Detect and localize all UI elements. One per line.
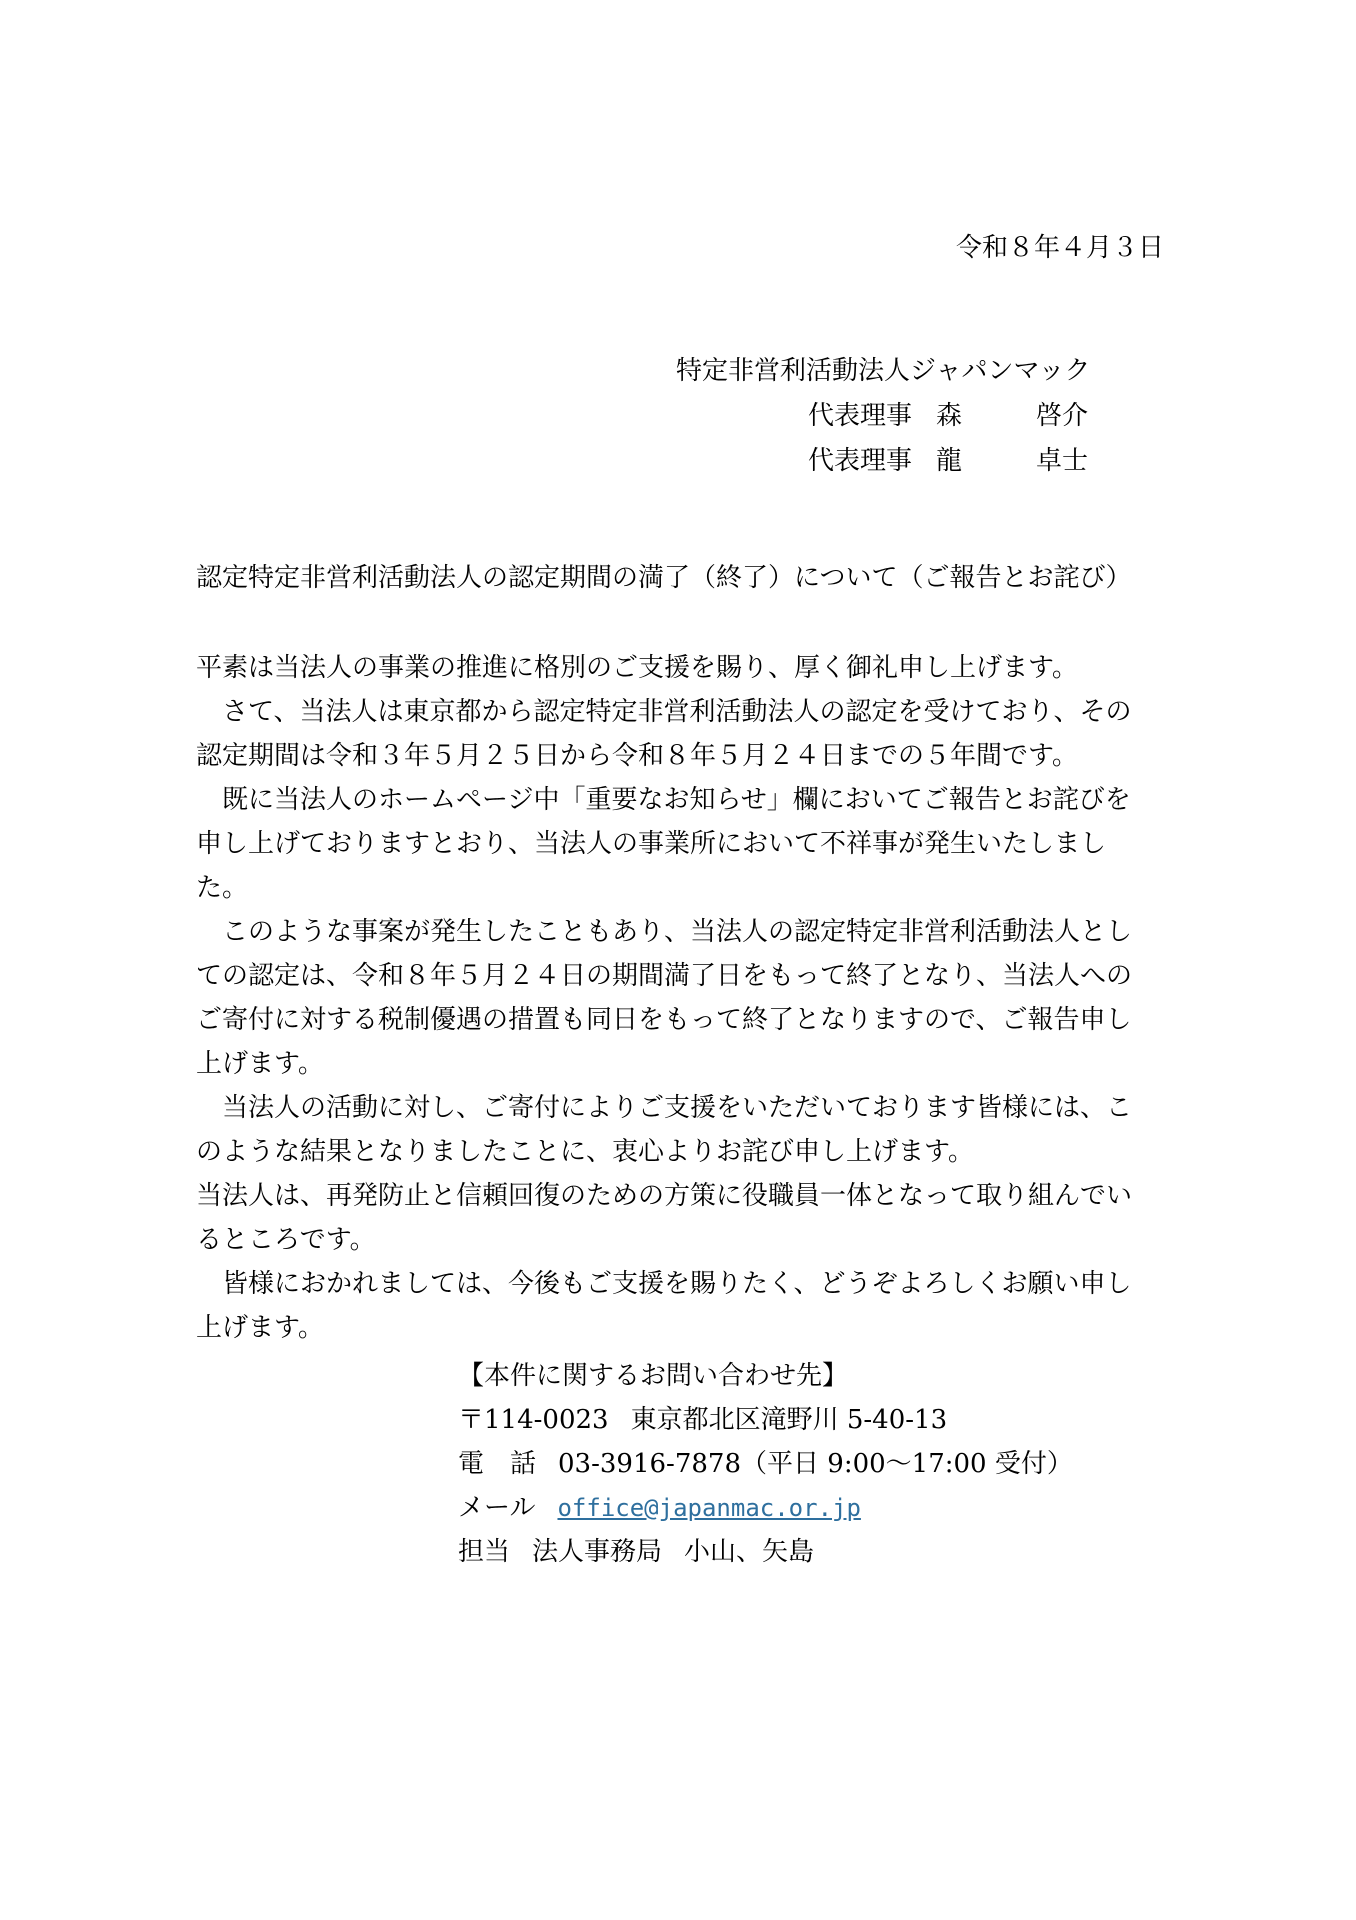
contact-phone-line [458, 1442, 1073, 1486]
representative-given-name: 卓士 [1036, 446, 1089, 476]
body-line: 認定期間は令和３年５月２５日から令和８年５月２４日までの５年間です。 [196, 741, 1078, 771]
sender-organization: 特定非営利活動法人ジャパンマック [676, 356, 1091, 386]
body-line: 皆様におかれましては、今後もご支援を賜りたく、どうぞよろしくお願い申し [196, 1269, 1132, 1299]
body-text [196, 646, 1156, 1350]
body-line: ての認定は、令和８年５月２４日の期間満了日をもって終了となり、当法人への [196, 961, 1133, 991]
address: 東京都北区滝野川 5-40-13 [630, 1405, 948, 1435]
body-line: 平素は当法人の事業の推進に格別のご支援を賜り、厚く御礼申し上げます。 [196, 653, 1078, 683]
body-line: た。 [196, 873, 249, 903]
representative-surname: 森 [936, 401, 963, 431]
email-link[interactable]: office@japanmac.or.jp [557, 1494, 861, 1522]
representative [808, 442, 1088, 480]
staff-label: 担当 [458, 1537, 511, 1567]
body-line: 上げます。 [196, 1313, 324, 1343]
representative-surname: 龍 [936, 446, 963, 476]
body-line: このような事案が発生したこともあり、当法人の認定特定非営利活動法人とし [196, 917, 1133, 947]
representative [808, 397, 1088, 435]
contact-block [458, 1354, 1073, 1574]
phone-number: 03-3916-7878（平日 9:00～17:00 受付） [558, 1449, 1073, 1479]
staff-names: 小山、矢島 [684, 1537, 815, 1567]
body-line: 申し上げておりますとおり、当法人の事業所において不祥事が発生いたしまし [196, 829, 1107, 859]
document-date: 令和８年４月３日 [955, 233, 1164, 263]
mail-label: メール [458, 1493, 536, 1523]
contact-staff-line [458, 1530, 1073, 1574]
contact-heading: 【本件に関するお問い合わせ先】 [458, 1361, 849, 1391]
body-line: ご寄付に対する税制優遇の措置も同日をもって終了となりますので、ご報告申し [196, 1005, 1132, 1035]
representative-given-name: 啓介 [1036, 401, 1089, 431]
contact-address-line [458, 1398, 1073, 1442]
document-subject: 認定特定非営利活動法人の認定期間の満了（終了）について（ご報告とお詫び） [196, 563, 1132, 593]
contact-mail-line [458, 1486, 1073, 1530]
body-line: 既に当法人のホームページ中「重要なお知らせ」欄においてご報告とお詫びを [196, 785, 1131, 815]
body-line: るところです。 [196, 1225, 376, 1255]
department: 法人事務局 [532, 1537, 663, 1567]
body-line: 当法人は、再発防止と信頼回復のための方策に役職員一体となって取り組んでい [196, 1181, 1133, 1211]
representative-role: 代表理事 [808, 446, 913, 476]
body-line: さて、当法人は東京都から認定特定非営利活動法人の認定を受けており、その [196, 697, 1132, 727]
phone-label: 電 話 [458, 1449, 537, 1479]
representative-role: 代表理事 [808, 401, 913, 431]
body-line: 上げます。 [196, 1049, 324, 1079]
body-line: 当法人の活動に対し、ご寄付によりご支援をいただいております皆様には、こ [196, 1093, 1133, 1123]
body-line: のような結果となりましたことに、衷心よりお詫び申し上げます。 [196, 1137, 974, 1167]
postal-code: 〒114-0023 [458, 1405, 609, 1435]
